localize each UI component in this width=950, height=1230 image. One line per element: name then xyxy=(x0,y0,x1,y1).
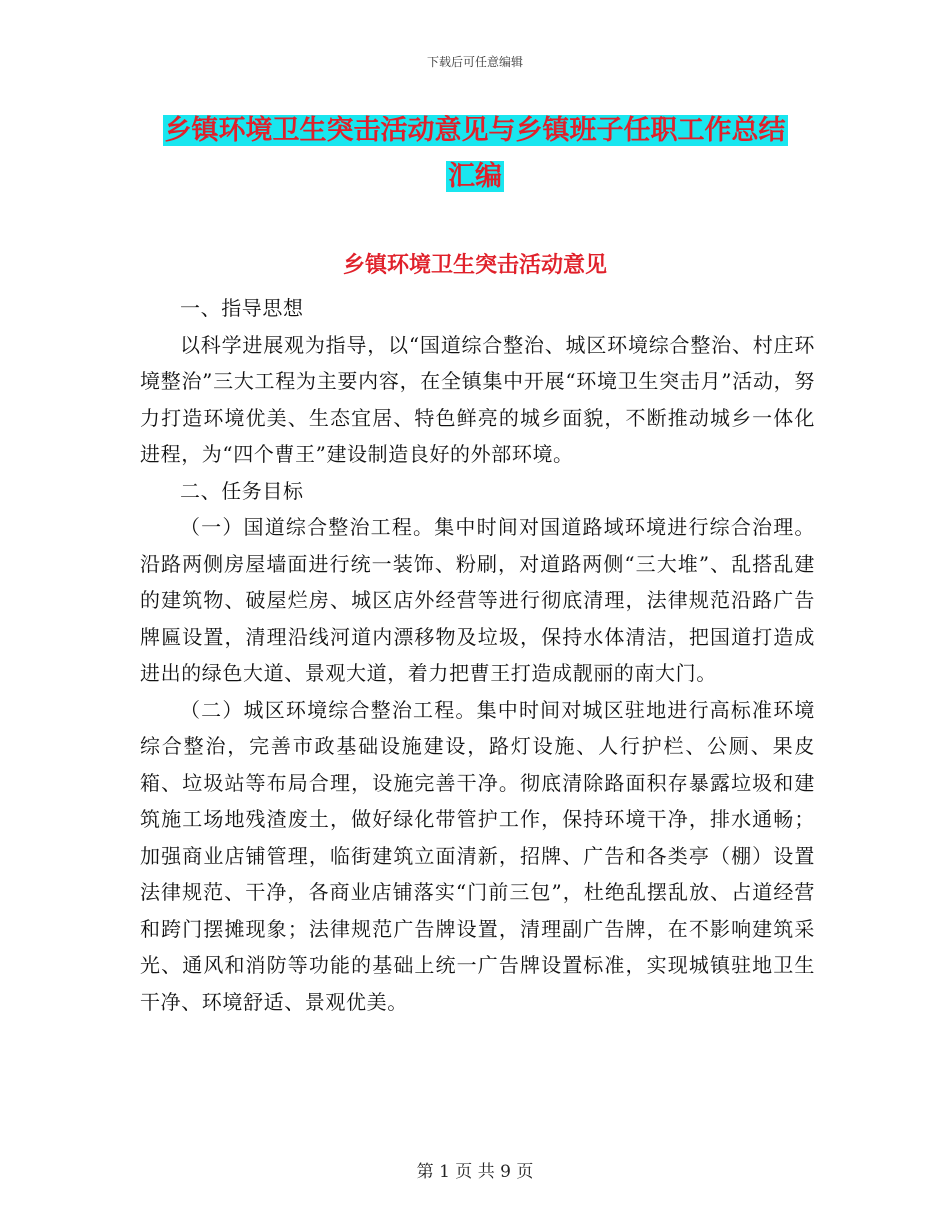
document-title xyxy=(140,108,810,200)
heading-guiding-ideology: 一、指导思想 xyxy=(180,296,304,320)
document-title-line2: 汇编 xyxy=(448,161,502,192)
body-paragraph: （一）国道综合整治工程。集中时间对国道路域环境进行综合治理。沿路两侧房屋墙面进行统一装饰、粉刷，对道路两侧“三大堆”、乱搭乱建的建筑物、破屋烂房、城区店外经营等进行彻底清理，法律规范沿路广告牌匾设置，清理沿线河道内漂移物及垃圾，保持水体清洁，把国道打造成进出的绿色大道、景观大道，着力把曹王打造成靓丽的南大门。 xyxy=(140,515,815,685)
document-body xyxy=(140,290,815,1020)
body-paragraph: （二）城区环境综合整治工程。集中时间对城区驻地进行高标准环境综合整治，完善市政基础设施建设，路灯设施、人行护栏、公厕、果皮箱、垃圾站等布局合理，设施完善干净。彻底清除路面积存暴露垃圾和建筑施工场地残渣废土，做好绿化带管护工作，保持环境干净，排水通畅；加强商业店铺管理，临街建筑立面清新，招牌、广告和各类亭（棚）设置法律规范、干净，各商业店铺落实“门前三包”，杜绝乱摆乱放、占道经营和跨门摆摊现象；法律规范广告牌设置，清理副广告牌，在不影响建筑采光、通风和消防等功能的基础上统一广告牌设置标准，实现城镇驻地卫生干净、环境舒适、景观优美。 xyxy=(140,697,815,1014)
page-footer: 第 1 页 共 9 页 xyxy=(416,1162,534,1182)
header-note: 下载后可任意编辑 xyxy=(426,55,523,69)
document-title-line1: 乡镇环境卫生突击活动意见与乡镇班子任职工作总结 xyxy=(164,115,786,146)
body-paragraph: 以科学进展观为指导，以“国道综合整治、城区环境综合整治、村庄环境整治”三大工程为主要内容，在全镇集中开展“环境卫生突击月”活动，努力打造环境优美、生态宜居、特色鲜亮的城乡面貌，不断推动城乡一体化进程，为“四个曹王”建设制造良好的外部环境。 xyxy=(140,332,815,466)
heading-task-objectives: 二、任务目标 xyxy=(180,478,304,503)
section-title: 乡镇环境卫生突击活动意见 xyxy=(342,253,607,278)
